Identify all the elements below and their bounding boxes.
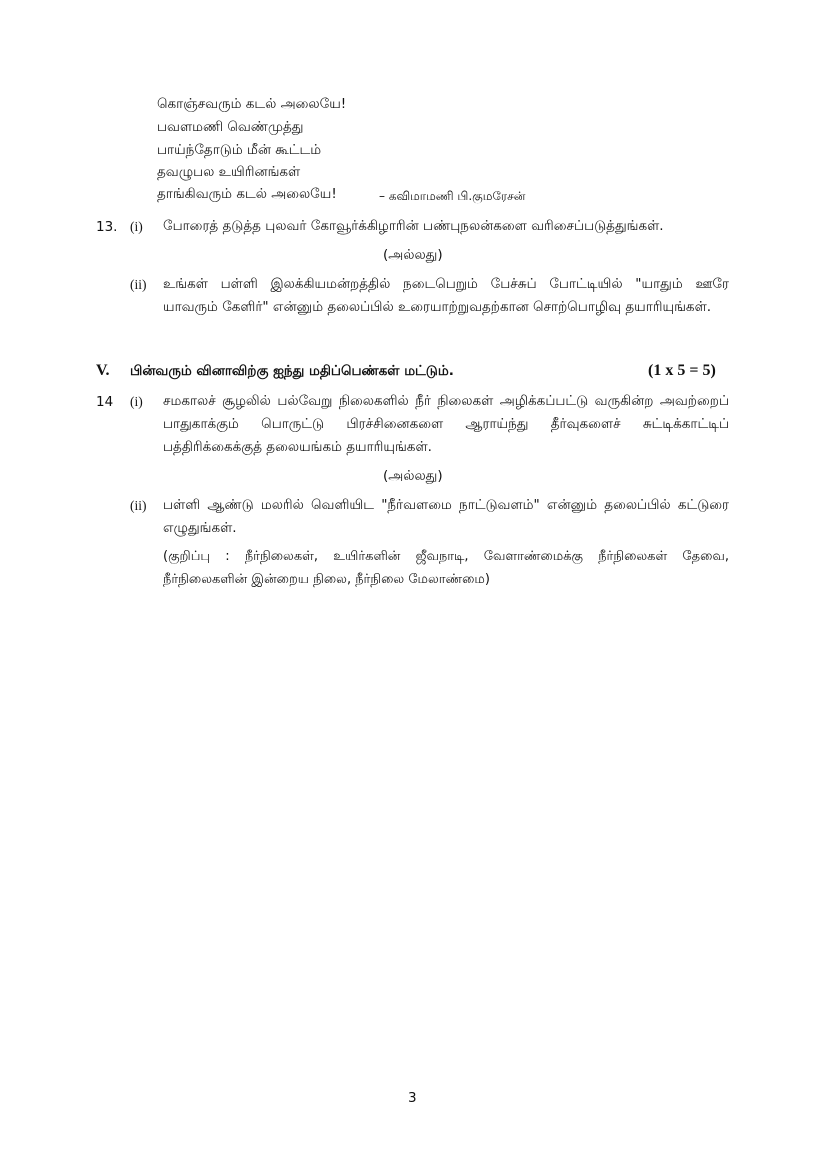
- section-5-label: V.: [96, 362, 110, 379]
- page-number: 3: [408, 1090, 417, 1106]
- poem-line-2: பவளமணி வெண்முத்து: [157, 119, 304, 135]
- section-5-title: பின்வரும் வினாவிற்கு ஐந்து மதிப்பெண்கள் மட்டும்.: [130, 363, 454, 379]
- q13-number: 13.: [96, 219, 118, 235]
- q13-part1-text: போரைத் தடுத்த புலவர் கோவூர்க்கிழாரின் பண்புநலன்களை வரிசைப்படுத்துங்கள்.: [163, 218, 664, 234]
- poem-line-4: தவழுபல உயிரினங்கள்: [157, 164, 301, 180]
- q14-part2-label: (ii): [130, 498, 147, 513]
- q13-or: (அல்லது): [383, 247, 443, 263]
- poem-attribution: – கவிமாமணி பி.குமரேசன்: [379, 189, 526, 203]
- q14-hint: (குறிப்பு : நீர்நிலைகள், உயிர்களின் ஜீவநாடி, வேளாண்மைக்கு நீர்நிலைகள் தேவை, நீர்நிலைகளின் இன்றைய நிலை, நீர்நிலை மேலாண்மை): [163, 549, 729, 587]
- poem-line-1: கொஞ்சவரும் கடல் அலையே!: [157, 96, 347, 112]
- q14-number: 14: [96, 394, 114, 410]
- q14-part1-text: சமகாலச் சூழலில் பல்வேறு நிலைகளில் நீர் நிலைகள் அழிக்கப்பட்டு வருகின்ற அவற்றைப் பாதுகாக்கும் பொருட்டு பிரச்சினைகளை ஆராய்ந்து தீர்வுகளைச் சுட்டிக்காட்டிப் பத்திரிக்கைக்குத் தலையங்கம் தயாரியுங்கள்.: [163, 393, 729, 455]
- q14-part2-text: பள்ளி ஆண்டு மலரில் வெளியிட "நீர்வளமை நாட்டுவளம்" என்னும் தலைப்பில் கட்டுரை எழுதுங்கள்.: [163, 497, 729, 536]
- q13-part2-text: உங்கள் பள்ளி இலக்கியமன்றத்தில் நடைபெறும் பேச்சுப் போட்டியில் "யாதும் ஊரே யாவரும் கேளிர்" என்னும் தலைப்பில் உரையாற்றுவதற்கான சொற்பொழிவு தயாரியுங்கள்.: [163, 276, 729, 315]
- section-5-marks: (1 x 5 = 5): [648, 362, 716, 379]
- q13-part2-label: (ii): [130, 277, 147, 292]
- q14-or: (அல்லது): [383, 468, 443, 484]
- poem-line-3: பாய்ந்தோடும் மீன் கூட்டம்: [157, 142, 322, 158]
- q14-part1-label: (i): [130, 394, 143, 409]
- poem-line-5: தாங்கிவரும் கடல் அலையே!: [157, 186, 337, 202]
- q13-part1-label: (i): [130, 219, 143, 234]
